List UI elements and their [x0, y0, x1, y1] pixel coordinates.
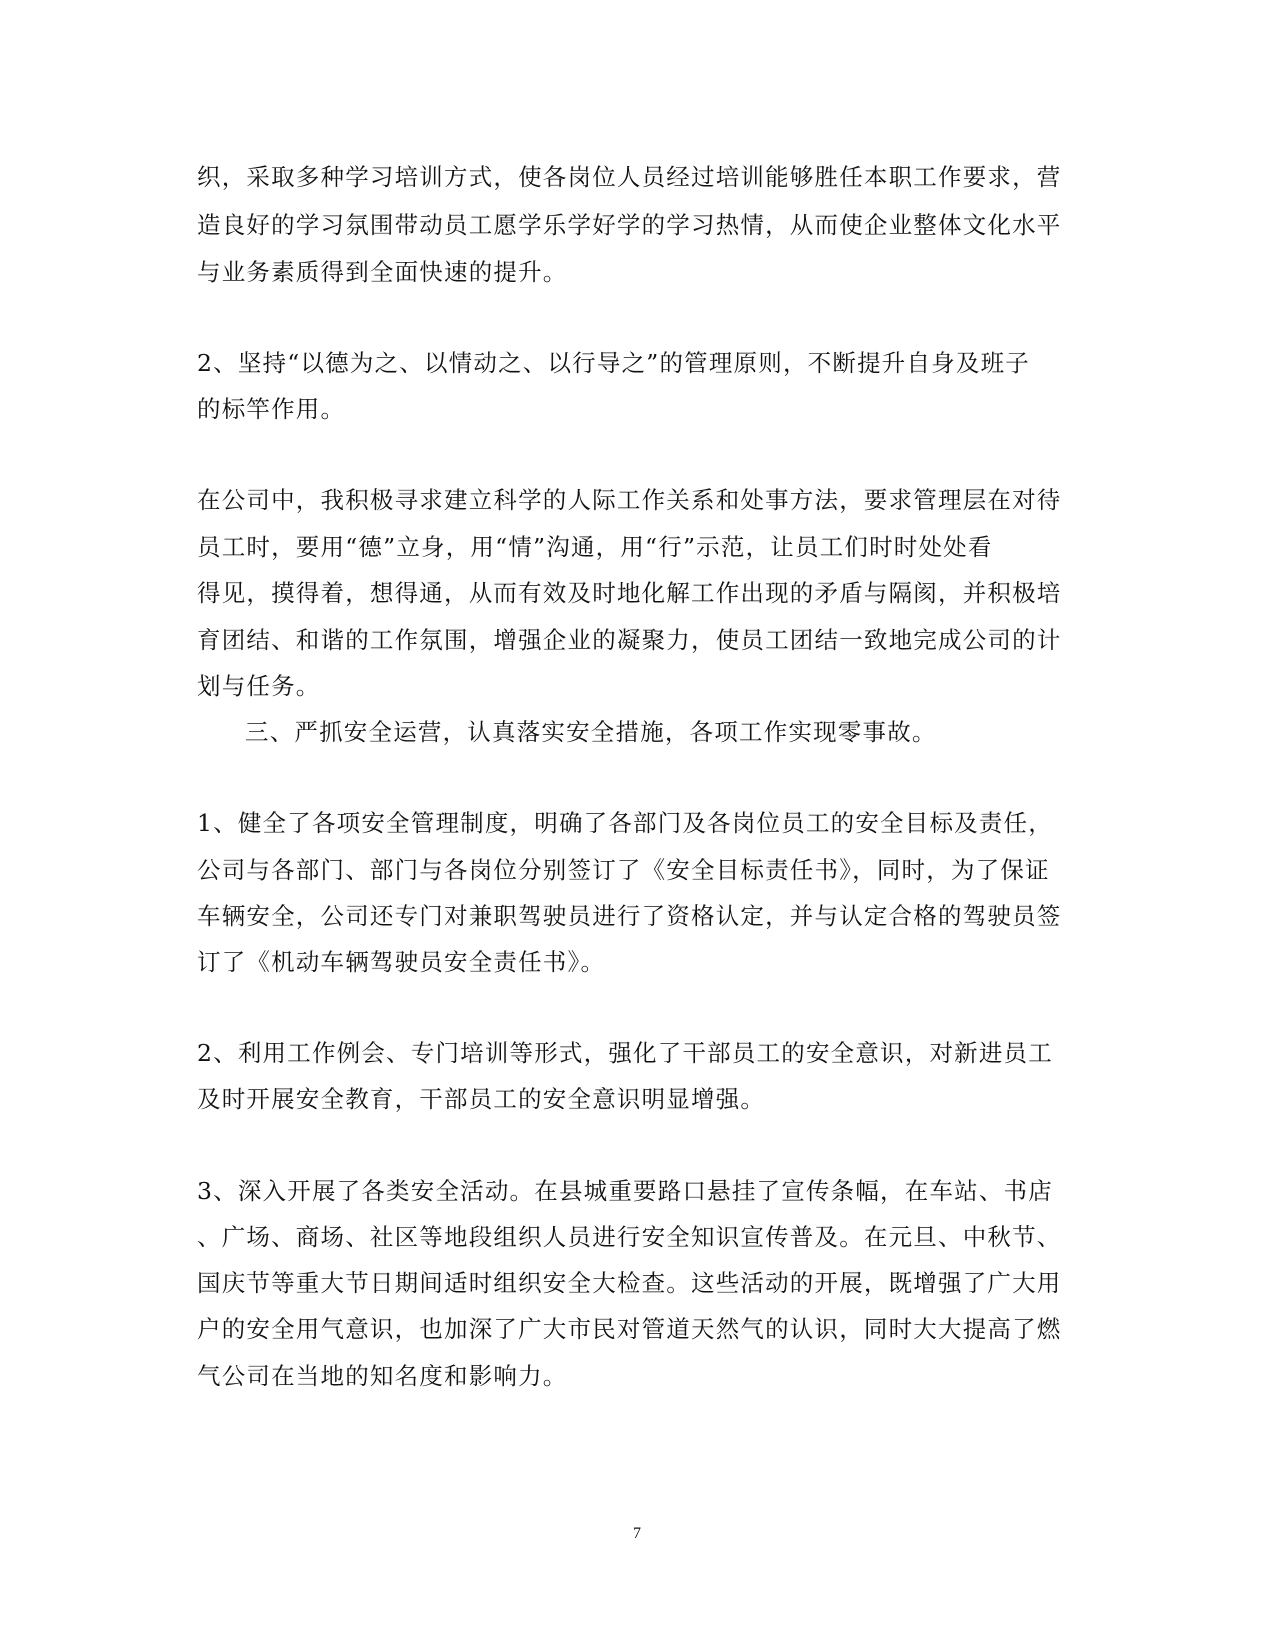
section-heading: 三、严抓安全运营，认真落实安全措施，各项工作实现零事故。	[245, 718, 937, 746]
text-line: 造良好的学习氛围带动员工愿学乐学好学的学习热情，从而使企业整体文化水平	[197, 211, 1062, 239]
text-line: 3、深入开展了各类安全活动。在县城重要路口悬挂了宣传条幅，在车站、书店	[197, 1177, 1053, 1205]
text-line: 及时开展安全教育，干部员工的安全意识明显增强。	[197, 1085, 766, 1113]
text-line: 公司与各部门、部门与各岗位分别签订了《安全目标责任书》，同时，为了保证	[197, 856, 1050, 884]
text-line: 划与任务。	[197, 672, 321, 700]
text-line: 气公司在当地的知名度和影响力。	[197, 1362, 568, 1390]
text-line: 2、坚持“以德为之、以情动之、以行导之”的管理原则，不断提升自身及班子	[197, 349, 1030, 377]
text-line: 2、利用工作例会、专门培训等形式，强化了干部员工的安全意识，对新进员工	[197, 1039, 1053, 1067]
text-line: 、广场、商场、社区等地段组织人员进行安全知识宣传普及。在元旦、中秋节、	[197, 1223, 1062, 1251]
text-line: 1、健全了各项安全管理制度，明确了各部门及各岗位员工的安全目标及责任，	[197, 809, 1053, 837]
text-line: 得见，摸得着，想得通，从而有效及时地化解工作出现的矛盾与隔阂，并积极培	[197, 579, 1062, 607]
text-line: 的标竿作用。	[197, 395, 346, 423]
page-number: 7	[633, 1525, 641, 1542]
text-line: 员工时，要用“德”立身，用“情”沟通，用“行”示范，让员工们时时处处看	[197, 533, 993, 561]
text-line: 户的安全用气意识，也加深了广大市民对管道天然气的认识，同时大大提高了燃	[197, 1315, 1062, 1343]
text-line: 在公司中，我积极寻求建立科学的人际工作关系和处事方法，要求管理层在对待	[197, 486, 1062, 514]
text-line: 国庆节等重大节日期间适时组织安全大检查。这些活动的开展，既增强了广大用	[197, 1269, 1062, 1297]
text-line: 车辆安全，公司还专门对兼职驾驶员进行了资格认定，并与认定合格的驾驶员签	[197, 902, 1062, 930]
text-line: 与业务素质得到全面快速的提升。	[197, 258, 568, 286]
text-line: 织，采取多种学习培训方式，使各岗位人员经过培训能够胜任本职工作要求，营	[197, 163, 1062, 191]
text-line: 订了《机动车辆驾驶员安全责任书》。	[197, 948, 606, 976]
text-line: 育团结、和谐的工作氛围，增强企业的凝聚力，使员工团结一致地完成公司的计	[197, 626, 1062, 654]
